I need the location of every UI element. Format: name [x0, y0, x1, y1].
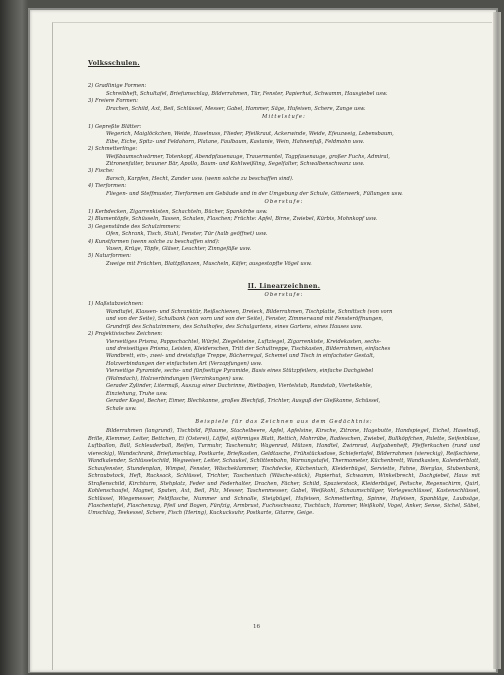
text-line: Barsch, Karpfen, Hecht, Zander usw. (wenn solche zu beschaffen sind). [106, 175, 294, 182]
text-line: Ofen, Schrank, Tisch, Stuhl, Fenster, Tür (halb geöffnet) usw. [106, 231, 268, 238]
text-line: Weißbaumschwärmer, Totenkopf, Abendpfauenauge, Trauermantel, Tagpfauenauge, großer Fuchs, Admiral, [106, 153, 390, 160]
book-spine-edge [493, 12, 501, 669]
text-line: (Walmdach), Holzverbindungen (Verzinkungen) usw. [106, 375, 244, 382]
text-line: Vasen, Krüge, Töpfe, Gläser, Leuchter, Zinngefäße usw. [106, 245, 251, 252]
section-oberstufe-list [88, 209, 480, 269]
page-number: 16 [253, 624, 261, 630]
section-mittelstufe-list [88, 124, 480, 199]
text-line: Eibe, Eiche, Spitz- und Feldahorn, Platane, Faulbaum, Kastanie, Wein, Hahnenfuß, Feldmohn usw. [106, 138, 365, 145]
page-heading: Volksschulen. [88, 59, 140, 67]
text-line: 3) Fische: [88, 168, 114, 175]
page-content [88, 60, 480, 518]
text-line: Wandbrett, ein-, zwei- und dreistufige Treppe, Bücherregal, Schemel und Tisch in einfachster Gestalt, [106, 353, 375, 360]
text-line: Fliegen- und Steffmuster, Tierformen am Gebäude und in der Umgebung der Schule, Gitterwerk, Füllungen usw. [106, 190, 403, 197]
text-line: Gerader Zylinder, Litermaß, Auszug einer Dachrinne, Rietboijen, Viertelstab, Rundstab, Viertelkehle, [106, 383, 373, 390]
section-simple-forms [88, 83, 480, 113]
text-line: 3) Gegenstände des Schulzimmers: [88, 223, 181, 230]
text-line: Drachen, Schild, Axt, Beil, Schlüssel, Messer, Gabel, Hammer, Säge, Hufeisen, Schere, Zange usw. [106, 105, 366, 112]
text-line: Grundriß des Schulzimmers, des Schulhofes, des Schulgartens, eines Gartens, eines Hauses usw. [106, 323, 362, 330]
linearzeichnen-title: II. Linearzeichnen. [247, 283, 321, 291]
text-line: Gerader Kegel, Becher, Eimer, Blechkanne, großes Blechfaß, Trichter, Ausguß der Gießkanne, Schüssel, [106, 398, 381, 405]
text-line: Holzverbindungen der einfachsten Art (Verzapfungen) usw. [106, 360, 263, 367]
text-line: 2) Schmetterlinge: [88, 146, 138, 153]
text-line: 1) Gepreßte Blätter: [88, 123, 142, 130]
oberstufe-heading-2: Oberstufe: [264, 291, 304, 298]
examples-paragraph: Bilderrahmen (langrund), Tischbild, Pflaume, Stachelbeere, Apfel, Apfelsine, Kirsche, Zitrone, Hagebutte, Handspiegel, Eichel, Haselnuß, Brille, Klemmer, Leiter, Bettchen, Ei (Osterei), Löffel, eiförmiges Blatt, Rettich, Mohrrübe, Radieschen, Zwiebel, Bullköpfchen, Palette, Seifenblase, Luftballon, Ball, Schleuderball, Reifen, Turmuhr, Taschenuhr, Wagenrad, Mützen, Handtel, Zwirnrad, Aufgabenheft, Pfefferkuchen (rund und viereckig), Wandschrank, Briefumschlag, Postkarte, Briefkasten, Geldtasche, Frühstücksdose, Schiefertafel, Bilderrahmen (viereckig), Reißschiene, Wandkalender, Schlüsselschild, Wegweiser, Leiter, Schaukel, Schlittenbahn, Warnungstafel, Thermometer, Küchenbrett, Wandkasten, Kalenderblatt, Schaufenster, Stundenplan, Wimpel, Fenster, Wäscheklammer, Tischdecke, Küchentuch, Kleiderbügel, Serviette, Fahne, Bierglas, Stubenbank, Schraubstock, Heft, Rucksack, Schlüssel, Trichter, Taschentuch (Wäsche-stück), Papierhut, Schwamm, Winkelbrecht, Dachgiebel, Haus mit Straßenschild, Kirchturm, Stehplatz, Feder und Federhalter, Drachen, Fächer, Schild, Spazierstock, Kleiderbügel, Peitsche, Regenschirm, Quirl, Kohlenschaufel, Magnet, Spaten, Axt, Beil, Pilz, Messer, Taschenmesser, Gabel, Weißkohl, Schaumschläger, Vorlegeschlüssel, Kastenschlüssel, Schlüssel, Wiegemesser, Feldflasche, Nummer und Schnalle, Steigbügel, Hufeisen, Schmetterling, Spinne, Hufeisen, Spanbläge, Laubsäge, Flaschentafel, Flaschenzug, Pfeil und Bogen, Fünfzig, Armbrust, Fuchsschwanz, Tischtuch, Hammer, Weißkohl, Vogel, Anker, Sense, Sichel, Säbel, Umschlag, Teekessel, Schere, Fisch (Hering), Kuckucksuhr, Postkarte, Gitarre, Geige. [88, 428, 480, 517]
section-linearzeichnen-list [88, 301, 480, 413]
text-line: Vierseitige Pyramide, sechs- und fünfseitige Pyramide, Basis eines Stützpfeilers, einfache Dachgiebel [106, 368, 374, 375]
text-line: 5) Naturformen: [88, 253, 132, 260]
text-line: 2) Blumentöpfe, Schüsseln, Tassen, Schalen, Flaschen; Früchte: Apfel, Birne, Zwiebel, Kürbis, Mohnkopf usw. [88, 216, 378, 223]
text-line: 3) Freiere Formen: [88, 98, 138, 105]
text-line: Schale usw. [106, 405, 137, 412]
text-line: 1) Maßstabzeichnen: [88, 301, 144, 308]
examples-heading: Beispiele für das Zeichnen aus dem Gedächtnis: [195, 419, 373, 426]
text-line: 1) Kerbdecken, Zigarrenkisten, Schachteln, Bücher, Spankörbe usw. [88, 208, 268, 215]
text-line: Einziehung, Truhe usw. [106, 390, 168, 397]
text-line: Wandtafel, Klassen- und Schranktür, Reißschienen, Dreieck, Bilderrahmen, Tischplatte, Schnittsch (von vorn [106, 308, 393, 315]
text-line: Vierseitiges Prisma, Pappschachtel, Würfel, Ziegelsteine, Luftziegel, Zigarrenkiste, Kreidekasten, sechs- [106, 338, 381, 345]
text-line: 4) Tierformen: [88, 183, 127, 190]
oberstufe-heading: Oberstufe: [264, 199, 304, 206]
mittelstufe-heading: Mittelstufe: [262, 114, 306, 121]
text-line: und von der Seite), Schulbank (von vorn und von der Seite), Fenster, Zimmerwand mit Fensteröffnungen, [106, 316, 384, 323]
text-line: Zitronenfalter, brauner Bär, Apollo, Baum- und Kohlweißling, Segelfalter, Schwalbenschwanz usw. [106, 160, 365, 167]
text-line: Wegerich, Maiglöckchen, Weide, Haselnuss, Flieder, Pfeilkraut, Ackerwinde, Weide, Efeuzweig, Lebensbaum, [106, 131, 394, 138]
text-line: und dreiseitiges Prisma, Leisten, Kleiderschen, Tritt der Schultreppe, Tischkasten, Bilderrahmen, einfaches [106, 345, 391, 352]
text-line: 2) Gradlinige Formen: [88, 83, 147, 90]
text-line: Zweige mit Früchten, Blattpflanzen, Muscheln, Käfer, ausgestopfte Vögel usw. [106, 260, 312, 267]
text-line: Schreibheft, Schultafel, Briefumschlag, Bilderrahmen, Tür, Fenster, Papierhut, Schwamm, Hausgiebel usw. [106, 90, 388, 97]
text-line: 2) Projektivisches Zeichnen: [88, 331, 163, 338]
text-line: 4) Kunstformen (wenn solche zu beschaffen sind): [88, 238, 220, 245]
